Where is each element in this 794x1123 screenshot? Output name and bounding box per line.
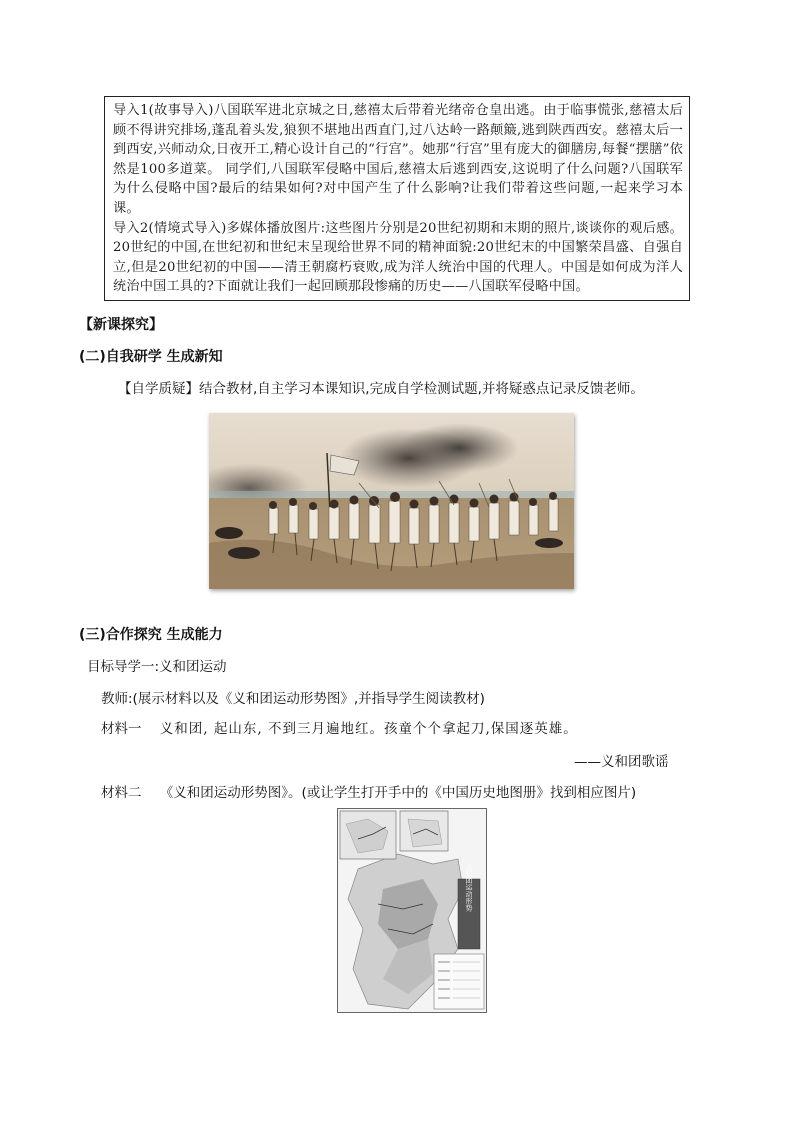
self-study-text: 结合教材,自主学习本课知识,完成自学检测试题,并将疑惑点记录反馈老师。 (199, 381, 644, 397)
material-1-label: 材料一 (101, 721, 142, 737)
material-1-line (101, 717, 578, 737)
teacher-line: 教师:(展示材料以及《义和团运动形势图》,并指导学生阅读教材) (101, 691, 485, 707)
material-2-line (101, 781, 636, 801)
intro-box (104, 96, 690, 301)
new-lesson-heading: 【新课探究】 (79, 317, 163, 333)
material-1-text: 义和团, 起山东, 不到三月遍地红。孩童个个拿起刀,保国逐英雄。 (159, 721, 578, 737)
intro-paragraph-2: 导入2(情境式导入)多媒体播放图片:这些图片分别是20世纪初期和末期的照片,谈谈你的观后感。20世纪的中国,在世纪初和世纪末呈现给世界不同的精神面貌:20世纪末的中国繁荣昌盛、自强自立,但是20世纪初的中国——清王朝腐朽衰败,成为洋人统治中国的代理人。中国是如何成为洋人统治中国工具的?下面就让我们一起回顾那段惨痛的历史——八国联军侵略中国。 (113, 220, 683, 295)
section-2-title: (二)自我研学 生成新知 (79, 349, 223, 365)
goal-line: 目标导学一:义和团运动 (87, 659, 227, 675)
material-2-label: 材料二 (101, 785, 142, 801)
self-study-tag: 【自学质疑】 (118, 381, 199, 397)
map-side-title: 义和团运动形势 (465, 862, 473, 912)
self-study-line (118, 377, 644, 397)
boxer-movement-map (337, 808, 487, 1013)
section-3-title: (三)合作探究 生成能力 (79, 627, 223, 643)
battle-painting (209, 413, 574, 589)
intro-paragraph-1: 导入1(故事导入)八国联军进北京城之日,慈禧太后带着光绪帝仓皇出逃。由于临事慌张,慈禧太后顾不得讲究排场,蓬乱着头发,狼狈不堪地出西直门,过八达岭一路颠簸,逃到陕西西安。慈禧太后一到西安,兴师动众,日夜开工,精心设计自己的“行宫”。她那“行宫”里有庞大的御膳房,每餐“摆膳”依然是100多道菜。 同学们,八国联军侵略中国后,慈禧太后逃到西安,这说明了什么问题?八国联军为什么侵略中国?最后的结果如何?对中国产生了什么影响?让我们带着这些问题,一起来学习本课。 (113, 103, 683, 216)
material-2-text: 《义和团运动形势图》。(或让学生打开手中的《中国历史地图册》找到相应图片) (159, 785, 637, 801)
material-1-source: ——义和团歌谣 (574, 754, 669, 770)
